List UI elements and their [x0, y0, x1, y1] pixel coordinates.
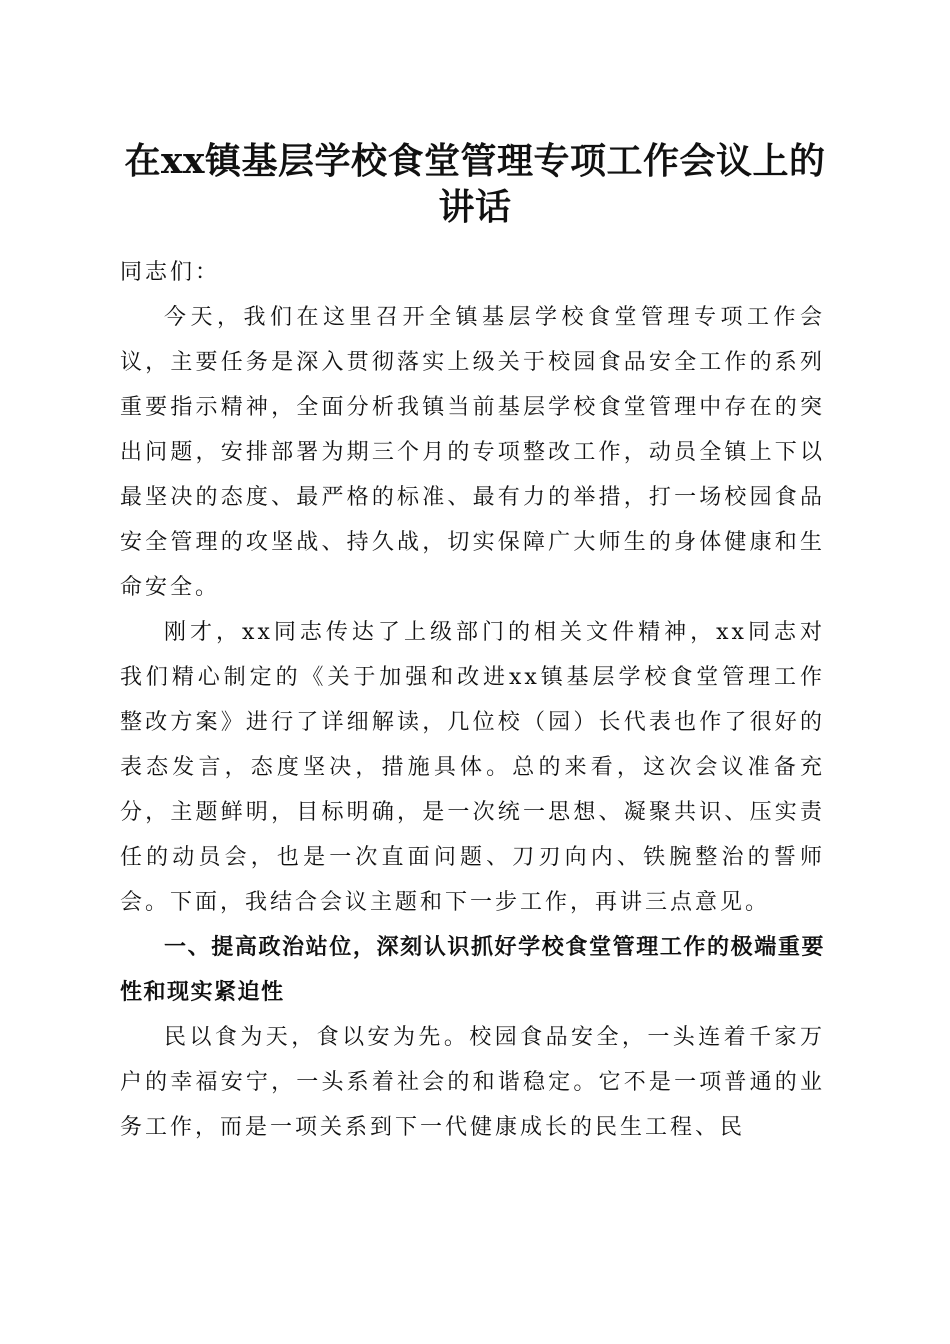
- paragraph-summary: 刚才，xx同志传达了上级部门的相关文件精神，xx同志对我们精心制定的《关于加强和改进xx镇基层学校食堂管理工作整改方案》进行了详细解读，几位校（园）长代表也作了很好的表态发言，态度坚决，措施具体。总的来看，这次会议准备充分，主题鲜明，目标明确，是一次统一思想、凝聚共识、压实责任的动员会，也是一次直面问题、刀刃向内、铁腕整治的誓师会。下面，我结合会议主题和下一步工作，再讲三点意见。: [120, 620, 825, 915]
- paragraph-opening: 今天，我们在这里召开全镇基层学校食堂管理专项工作会议，主要任务是深入贯彻落实上级关于校园食品安全工作的系列重要指示精神，全面分析我镇当前基层学校食堂管理中存在的突出问题，安排部署为期三个月的专项整改工作，动员全镇上下以最坚决的态度、最严格的标准、最有力的举措，打一场校园食品安全管理的攻坚战、持久战，切实保障广大师生的身体健康和生命安全。: [120, 305, 825, 600]
- salutation: 同志们：: [120, 260, 221, 285]
- section-heading-1: 一、提高政治站位，深刻认识抓好学校食堂管理工作的极端重要性和现实紧迫性: [120, 935, 825, 1005]
- document-title: 在xx镇基层学校食堂管理专项工作会议上的讲话: [124, 140, 826, 228]
- document-body: [120, 250, 825, 1150]
- paragraph-section-1: 民以食为天，食以安为先。校园食品安全，一头连着千家万户的幸福安宁，一头系着社会的和谐稳定。它不是一项普通的业务工作，而是一项关系到下一代健康成长的民生工程、民: [120, 1025, 825, 1140]
